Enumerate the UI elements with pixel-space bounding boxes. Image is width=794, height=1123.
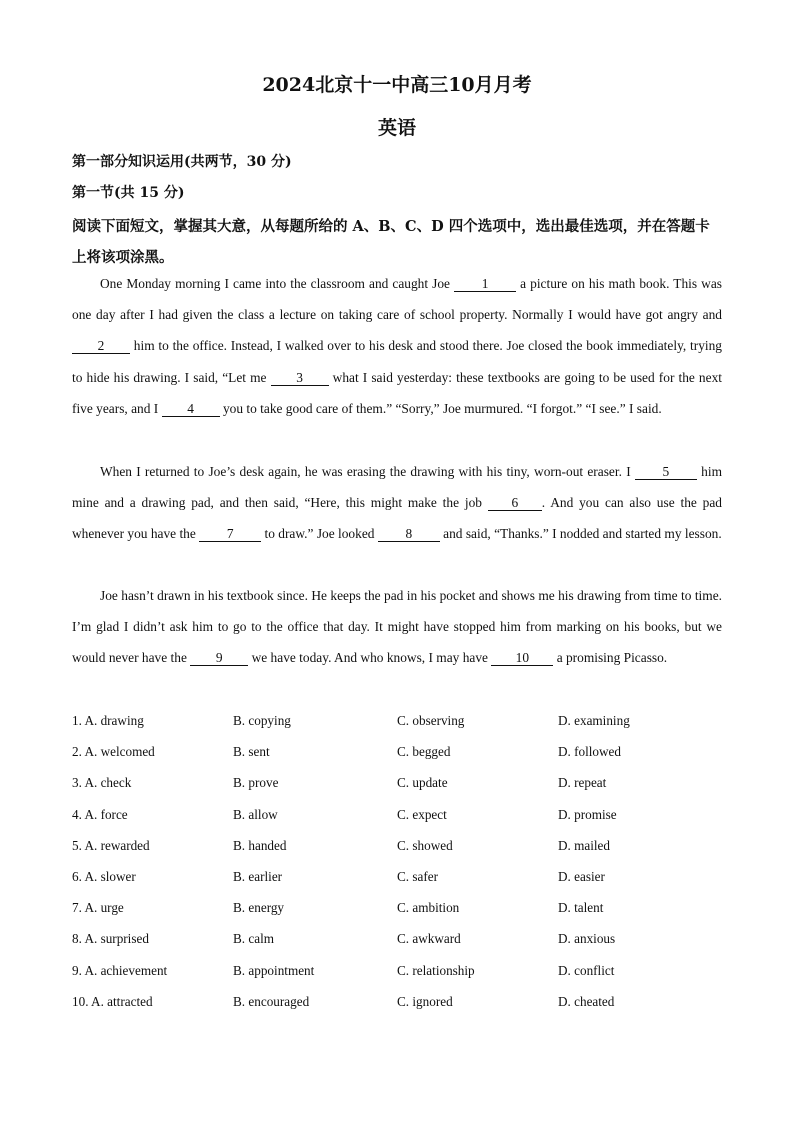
option-9-C: C. relationship	[397, 962, 475, 978]
subject-title: 英语	[377, 117, 416, 139]
question-options-6	[72, 869, 732, 889]
option-1-C: C. observing	[397, 713, 465, 728]
question-options-8	[72, 931, 732, 951]
passage-text: a picture on his math book. This was one day after I had given the class a lecture on taking care of school property. Normally I would have got angry and	[72, 276, 722, 323]
passage-text: . And you can also use the pad whenever you have the	[72, 495, 722, 542]
option-2-A: 2. A. welcomed	[72, 744, 155, 760]
option-4-C: C. expect	[397, 806, 447, 822]
option-6-C: C. safer	[397, 869, 439, 884]
passage-text: we have today. And who knows, I may have	[248, 650, 492, 666]
option-10-D: D. cheated	[558, 993, 615, 1009]
part-heading: 第一部分知识运用(共两节，30 分)	[72, 154, 292, 170]
question-options-1	[72, 713, 732, 733]
passage-text: One Monday morning I came into the classroom and caught Joe	[100, 276, 455, 291]
question-options-4	[72, 807, 732, 827]
passage-text: to draw.” Joe looked	[261, 526, 378, 542]
blank-3: 3	[271, 370, 329, 386]
blank-7: 7	[199, 526, 261, 542]
option-9-B: B. appointment	[233, 962, 315, 978]
option-10-B: B. encouraged	[233, 993, 310, 1009]
passage-paragraph-2	[72, 456, 722, 550]
section-heading: 第一节(共 15 分)	[72, 185, 185, 201]
option-8-C: C. awkward	[397, 931, 461, 947]
option-3-B: B. prove	[233, 775, 279, 791]
passage-text: When I returned to Joe’s desk again, he was erasing the drawing with his tiny, worn-out eraser. I	[100, 464, 635, 479]
option-5-D: D. mailed	[558, 837, 611, 853]
question-options-9	[72, 963, 732, 983]
passage-text: him to the office. Instead, I walked over to his desk and stood there. Joe closed the book immediately, trying to hide his drawing. I said, “Let me	[72, 338, 722, 385]
passage-text: a promising Picasso.	[553, 650, 668, 666]
option-7-B: B. energy	[233, 900, 285, 916]
blank-8: 8	[378, 526, 440, 542]
option-6-B: B. earlier	[233, 869, 283, 884]
option-2-B: B. sent	[233, 744, 270, 760]
blank-1: 1	[454, 276, 516, 292]
blank-5: 5	[635, 464, 697, 480]
question-options-2	[72, 744, 732, 764]
option-6-A: 6. A. slower	[72, 869, 136, 884]
option-7-C: C. ambition	[397, 900, 460, 916]
question-options-5	[72, 838, 732, 858]
option-5-A: 5. A. rewarded	[72, 837, 150, 853]
passage-paragraph-1	[72, 268, 722, 424]
option-8-A: 8. A. surprised	[72, 931, 149, 947]
question-options-3	[72, 775, 732, 795]
question-options-7	[72, 900, 732, 920]
option-7-A: 7. A. urge	[72, 900, 124, 916]
option-1-A: 1. A. drawing	[72, 713, 144, 728]
option-9-D: D. conflict	[558, 962, 615, 978]
question-options-10	[72, 994, 732, 1014]
option-2-D: D. followed	[558, 744, 621, 760]
directions: 阅读下面短文，掌握其大意，从每题所给的 A、B、C、D 四个选项中，选出最佳选项，并在答题卡上将该项涂黑。	[72, 218, 710, 266]
option-4-A: 4. A. force	[72, 806, 128, 822]
passage-paragraph-3	[72, 580, 722, 674]
option-7-D: D. talent	[558, 900, 604, 916]
passage-text: what I said yesterday: these textbooks are going to be used for the next five years, and I	[72, 369, 722, 416]
blank-2: 2	[72, 338, 130, 354]
option-8-B: B. calm	[233, 931, 275, 947]
blank-6: 6	[488, 495, 542, 511]
option-8-D: D. anxious	[558, 931, 616, 947]
option-1-D: D. examining	[558, 713, 630, 728]
option-6-D: D. easier	[558, 869, 605, 884]
option-5-C: C. showed	[397, 837, 453, 853]
passage-text: him mine and a drawing pad, and then said, “Here, this might make the job	[72, 464, 722, 511]
passage-text: Joe hasn’t drawn in his textbook since. He keeps the pad in his pocket and shows me his drawing from time to time. I’m glad I didn’t ask him to go to the office that day. It might have stopped him from marking on his books, but we would never have the	[72, 588, 722, 666]
passage-text: you to take good care of them.” “Sorry,” Joe murmured. “I forgot.” “I see.” I said.	[219, 400, 662, 416]
blank-4: 4	[162, 401, 220, 417]
option-10-C: C. ignored	[397, 993, 453, 1009]
option-3-D: D. repeat	[558, 775, 607, 791]
page-title: 2024北京十一中高三10月月考	[262, 74, 532, 96]
option-2-C: C. begged	[397, 744, 451, 760]
option-4-B: B. allow	[233, 806, 278, 822]
option-3-C: C. update	[397, 775, 448, 791]
option-9-A: 9. A. achievement	[72, 962, 168, 978]
passage-text: and said, “Thanks.” I nodded and started my lesson.	[439, 526, 722, 542]
blank-9: 9	[190, 650, 248, 666]
option-10-A: 10. A. attracted	[72, 993, 153, 1009]
option-3-A: 3. A. check	[72, 775, 132, 791]
option-1-B: B. copying	[233, 713, 291, 728]
option-5-B: B. handed	[233, 837, 287, 853]
blank-10: 10	[491, 650, 553, 666]
option-4-D: D. promise	[558, 806, 617, 822]
